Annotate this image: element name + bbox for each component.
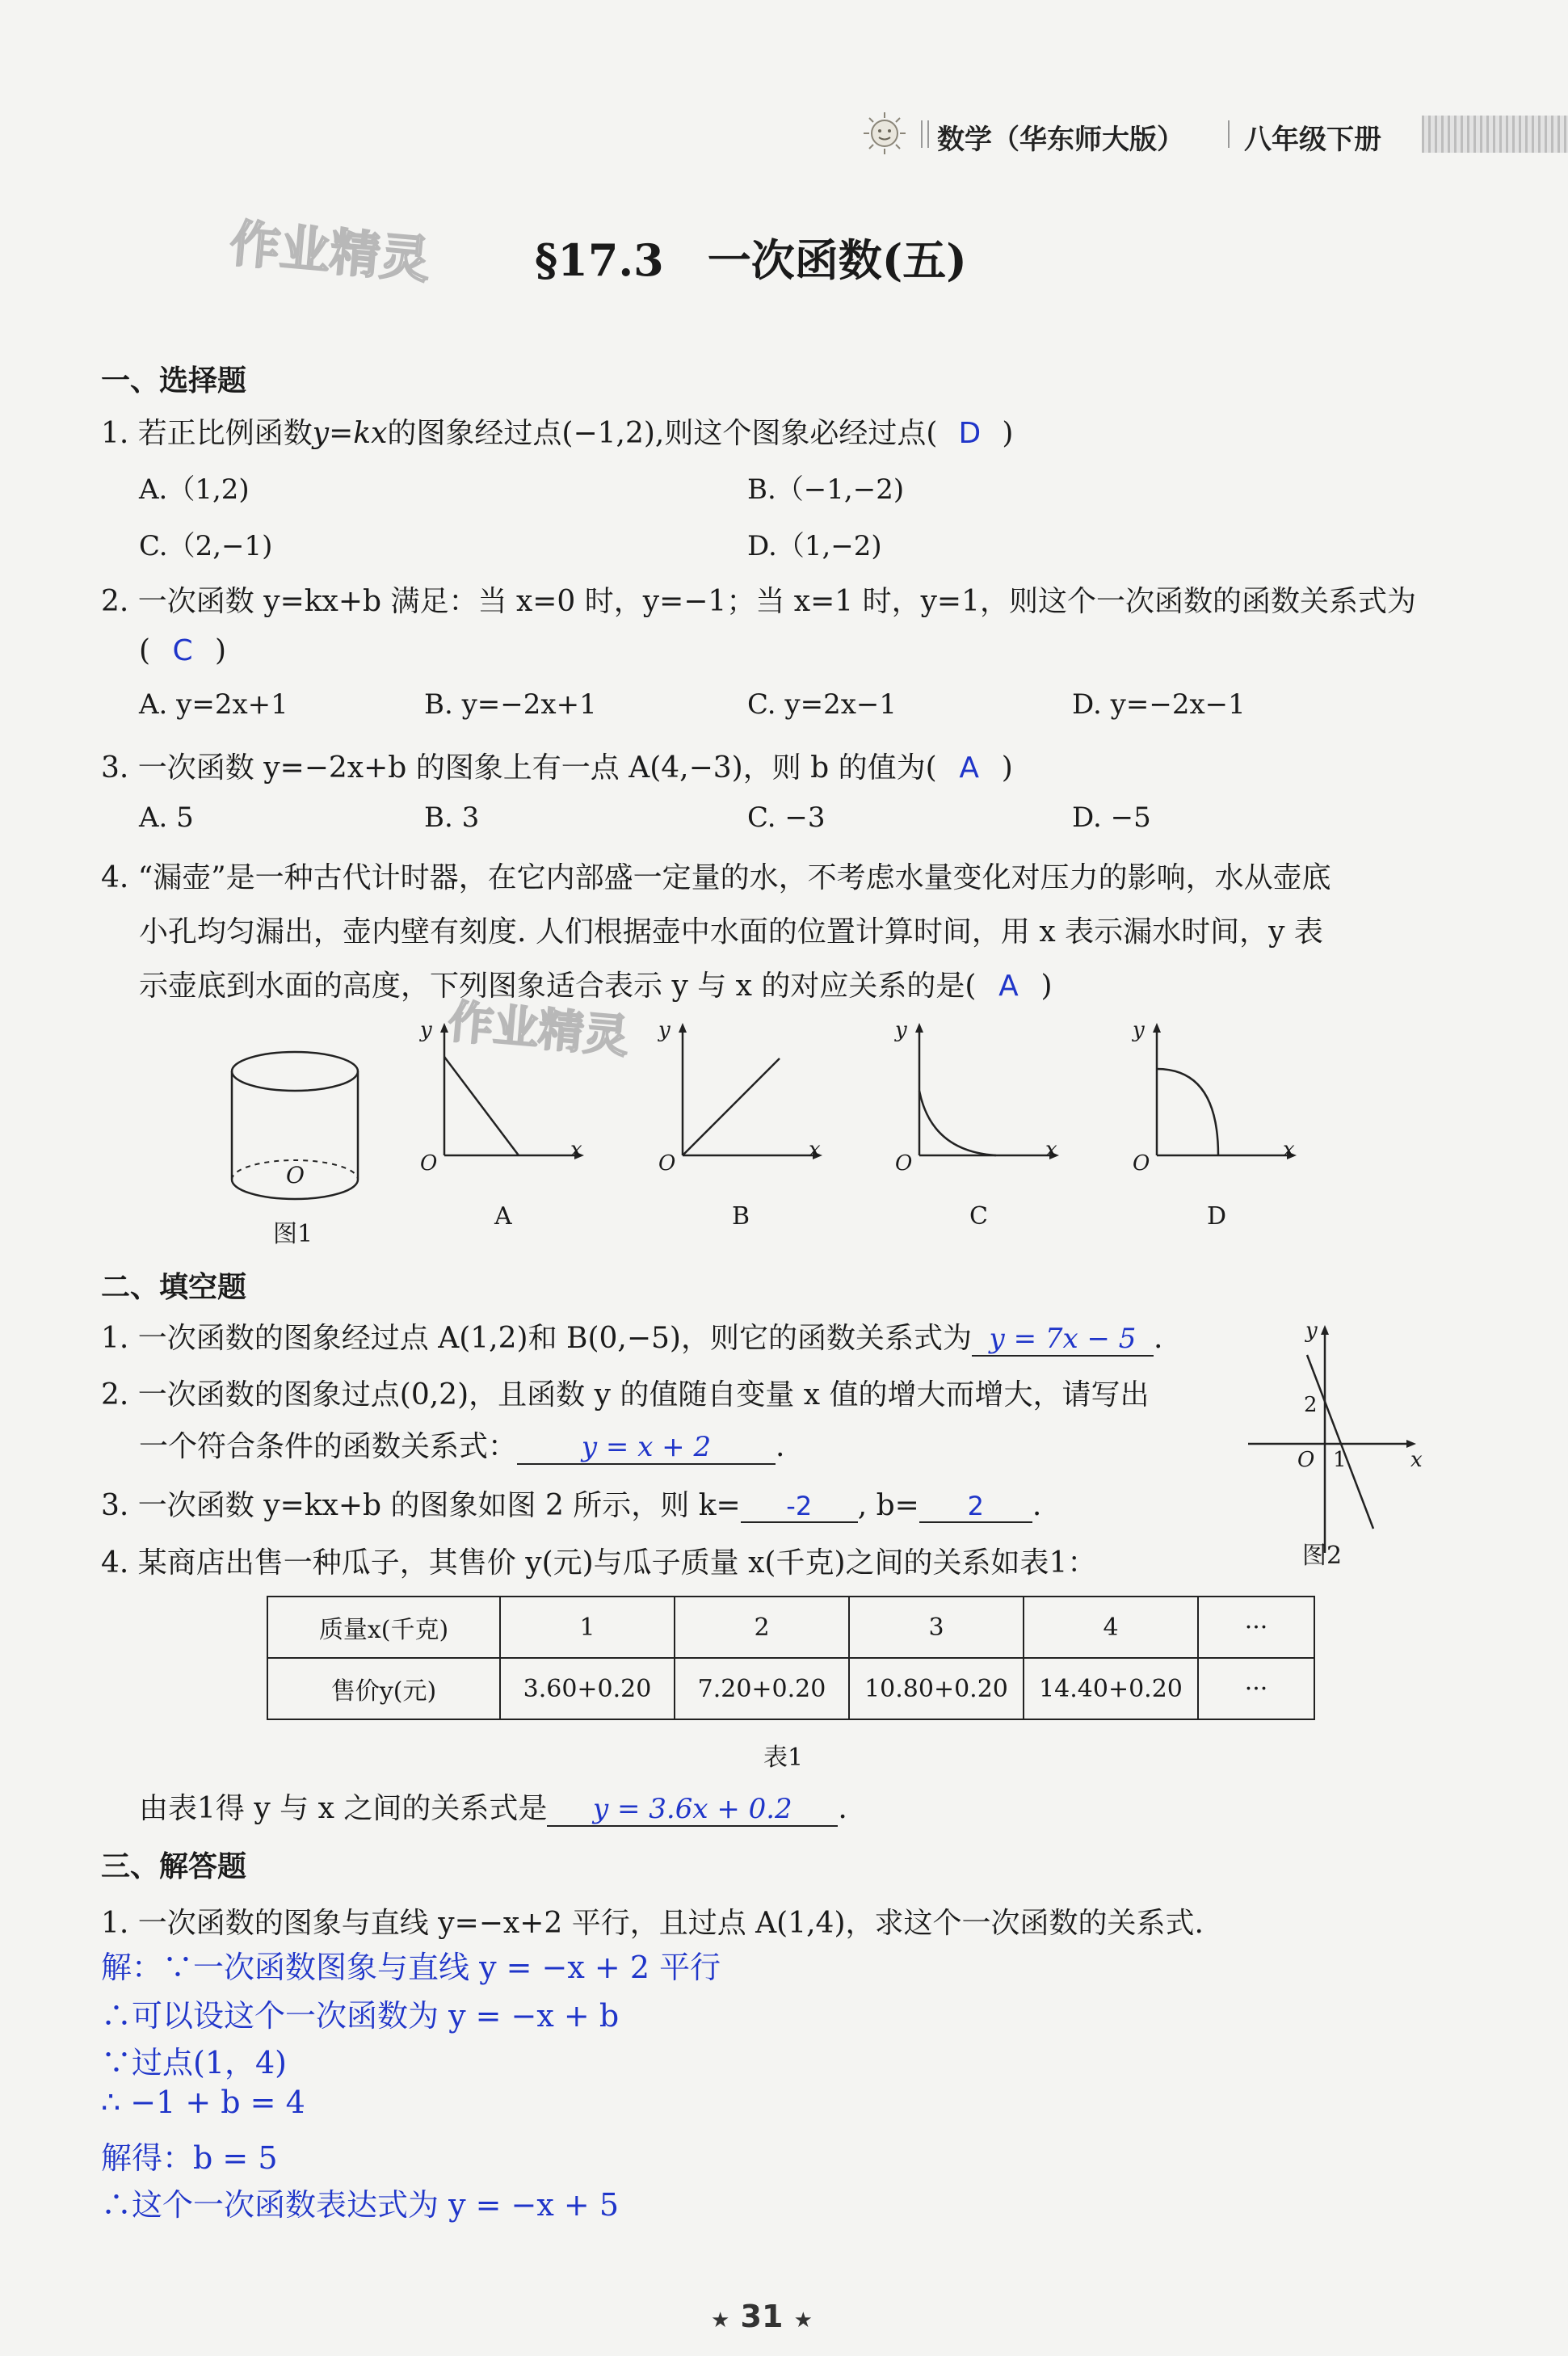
s2-q4-answer-line xyxy=(139,1786,847,1827)
s2-q1-answer: y = 7x − 5 xyxy=(972,1323,1154,1357)
watermark-mid: 作业精灵 xyxy=(446,995,632,1064)
s1-q2-close: ) xyxy=(215,634,227,667)
figure2-x: x xyxy=(1410,1448,1423,1472)
figure1-cylinder xyxy=(218,1042,372,1212)
page-number: 31 xyxy=(740,2299,784,2334)
figure1-o-label: O xyxy=(286,1162,305,1189)
s1-q2-open: ( xyxy=(139,634,151,667)
s1-q2-answer: C xyxy=(172,634,193,667)
table-cell: 3 xyxy=(849,1597,1024,1658)
table-cell: 质量x(千克) xyxy=(267,1597,500,1658)
s1-q1-option-d: D.（1,−2) xyxy=(747,530,882,562)
s1-q1-option-c: C.（2,−1) xyxy=(139,530,273,562)
graph-d-x: x xyxy=(1283,1138,1295,1162)
graph-b xyxy=(658,1018,828,1180)
star-icon-left: ★ xyxy=(711,2308,730,2333)
figure1-caption: 图1 xyxy=(273,1220,313,1248)
s2-q4-answer: y = 3.6x + 0.2 xyxy=(547,1793,838,1827)
s1-q2-option-a: A. y=2x+1 xyxy=(139,688,288,721)
s1-q2-option-b: B. y=−2x+1 xyxy=(424,688,597,721)
graph-b-caption: B xyxy=(732,1202,750,1231)
graph-a-y: y xyxy=(420,1018,432,1042)
graph-a xyxy=(420,1018,590,1180)
s1-q1-option-b: B.（−1,−2) xyxy=(747,473,905,506)
s1-q3-option-a: A. 5 xyxy=(139,801,194,834)
graph-d-caption: D xyxy=(1207,1202,1227,1231)
s1-q1-formula: y=kx xyxy=(312,417,388,450)
header-stripes xyxy=(1422,116,1568,153)
graph-c-caption: C xyxy=(969,1202,988,1231)
table-caption: 表1 xyxy=(763,1744,804,1772)
table-cell: 14.40+0.20 xyxy=(1024,1658,1198,1719)
solution-line-5: 解得：b = 5 xyxy=(101,2140,278,2176)
solution-line-3: ∵过点(1，4) xyxy=(101,2045,288,2080)
s1-q1-text-c: 的图象经过点(−1,2),则这个图象必经过点( xyxy=(387,417,938,450)
s2-q2-end: . xyxy=(776,1430,785,1463)
s1-q1-close: ) xyxy=(1002,417,1014,450)
s2-q3 xyxy=(101,1483,1041,1524)
solution-line-2: ∴可以设这个一次函数为 y = −x + b xyxy=(101,1998,620,2034)
s2-q3-answer-b: 2 xyxy=(919,1491,1032,1523)
table-cell: 售价y(元) xyxy=(267,1658,500,1719)
graph-b-o: O xyxy=(658,1151,676,1176)
s1-q1-text-a: 1. 若正比例函数 xyxy=(101,417,313,450)
s1-q3-text: 3. 一次函数 y=−2x+b 的图象上有一点 A(4,−3)，则 b 的值为( xyxy=(101,751,937,785)
price-table xyxy=(267,1596,1315,1720)
s1-q4-line2: 小孔均匀漏出，壶内壁有刻度. 人们根据壶中水面的位置计算时间，用 x 表示漏水时间，y 表 xyxy=(139,915,1323,949)
s2-q4-answer-prefix: 由表1得 y 与 x 之间的关系式是 xyxy=(139,1792,548,1825)
s2-q2-text: 一个符合条件的函数关系式： xyxy=(139,1430,518,1463)
solution-line-1: 解：∵一次函数图象与直线 y = −x + 2 平行 xyxy=(101,1950,721,1985)
s2-q2-line2 xyxy=(139,1424,784,1465)
s2-q3-end: . xyxy=(1032,1489,1042,1522)
s2-q2-answer: y = x + 2 xyxy=(517,1431,776,1465)
s1-q1-answer: D xyxy=(958,417,982,450)
graph-a-x: x xyxy=(570,1138,582,1162)
s1-q2-option-d: D. y=−2x−1 xyxy=(1072,688,1246,721)
s2-q3-text-b: , b= xyxy=(857,1489,919,1522)
s2-q4-text: 4. 某商店出售一种瓜子，其售价 y(元)与瓜子质量 x(千克)之间的关系如表1： xyxy=(101,1546,1097,1580)
table-cell: 3.60+0.20 xyxy=(500,1658,675,1719)
table-row xyxy=(267,1658,1314,1719)
sun-logo-icon xyxy=(856,109,913,161)
s2-q4-end: . xyxy=(838,1792,847,1825)
solution-line-6: ∴这个一次函数表达式为 y = −x + 5 xyxy=(101,2187,619,2223)
table-cell: 1 xyxy=(500,1597,675,1658)
header-divider xyxy=(921,120,929,148)
graph-a-caption: A xyxy=(494,1202,512,1231)
graph-b-x: x xyxy=(809,1138,821,1162)
graph-d-o: O xyxy=(1133,1151,1150,1176)
s2-q2-line1: 2. 一次函数的图象过点(0,2)，且函数 y 的值随自变量 x 值的增大而增大，请写出 xyxy=(101,1378,1150,1411)
s1-q1-option-a: A.（1,2) xyxy=(139,473,250,506)
figure2-label-2: 2 xyxy=(1304,1393,1318,1417)
s1-q2-line2 xyxy=(139,634,226,667)
figure2-label-1: 1 xyxy=(1333,1448,1347,1472)
s2-q3-answer-k: -2 xyxy=(741,1491,858,1523)
graph-c-y: y xyxy=(895,1018,907,1042)
header-grade: 八年级下册 xyxy=(1244,124,1381,156)
s1-q3-answer: A xyxy=(959,751,979,785)
s1-q1 xyxy=(101,410,1013,452)
s1-q4-line1: 4. “漏壶”是一种古代计时器，在它内部盛一定量的水，不考虑水量变化对压力的影响，水从壶底 xyxy=(101,861,1331,894)
header-subject: 数学（华东师大版） xyxy=(937,124,1184,156)
table-cell: 7.20+0.20 xyxy=(675,1658,849,1719)
section2-heading: 二、填空题 xyxy=(101,1271,247,1304)
s1-q4-answer: A xyxy=(998,970,1019,1003)
star-icon-right: ★ xyxy=(793,2308,813,2333)
s1-q2-line1: 2. 一次函数 y=kx+b 满足：当 x=0 时，y=−1；当 x=1 时，y=1，则这个一次函数的函数关系式为 xyxy=(101,585,1416,618)
s1-q2-option-c: C. y=2x−1 xyxy=(747,688,898,721)
graph-c-o: O xyxy=(895,1151,913,1176)
s2-q1-text: 1. 一次函数的图象经过点 A(1,2)和 B(0,−5)，则它的函数关系式为 xyxy=(101,1322,972,1355)
s1-q3-option-b: B. 3 xyxy=(424,801,480,834)
s1-q3-close: ) xyxy=(1001,751,1013,785)
table-cell: 4 xyxy=(1024,1597,1198,1658)
s1-q3-option-d: D. −5 xyxy=(1072,801,1151,834)
graph-c-x: x xyxy=(1045,1138,1057,1162)
s1-q3 xyxy=(101,745,1013,786)
graph-a-o: O xyxy=(420,1151,438,1176)
s1-q4-line3-text: 示壶底到水面的高度，下列图象适合表示 y 与 x 的对应关系的是( xyxy=(139,970,977,1003)
section1-heading: 一、选择题 xyxy=(101,364,247,398)
graph-b-y: y xyxy=(658,1018,670,1042)
table-cell: 2 xyxy=(675,1597,849,1658)
table-cell: ··· xyxy=(1198,1597,1314,1658)
page-title: §17.3 一次函数(五) xyxy=(535,234,967,286)
watermark-top: 作业精灵 xyxy=(227,213,433,290)
table-cell: 10.80+0.20 xyxy=(849,1658,1024,1719)
solution-line-4: ∴ −1 + b = 4 xyxy=(101,2085,305,2120)
s2-q1 xyxy=(101,1315,1162,1357)
section3-heading: 三、解答题 xyxy=(101,1850,247,1883)
figure2-graph xyxy=(1244,1319,1430,1553)
header-divider-2 xyxy=(1228,120,1230,148)
s3-q1: 1. 一次函数的图象与直线 y=−x+2 平行，且过点 A(1,4)，求这个一次函数的关系式. xyxy=(101,1907,1204,1940)
s1-q3-option-c: C. −3 xyxy=(747,801,826,834)
page-footer xyxy=(711,2299,813,2334)
s1-q4-close: ) xyxy=(1040,970,1053,1003)
graph-d xyxy=(1133,1018,1302,1180)
figure2-o: O xyxy=(1297,1448,1315,1472)
graph-c xyxy=(895,1018,1065,1180)
s2-q1-end: . xyxy=(1153,1322,1163,1355)
figure2-caption: 图2 xyxy=(1302,1542,1343,1570)
graph-d-y: y xyxy=(1133,1018,1145,1042)
table-row xyxy=(267,1597,1314,1658)
s2-q3-text-a: 3. 一次函数 y=kx+b 的图象如图 2 所示，则 k= xyxy=(101,1489,741,1522)
table-cell: ··· xyxy=(1198,1658,1314,1719)
figure2-y: y xyxy=(1305,1319,1318,1343)
header-bar xyxy=(840,109,1568,159)
